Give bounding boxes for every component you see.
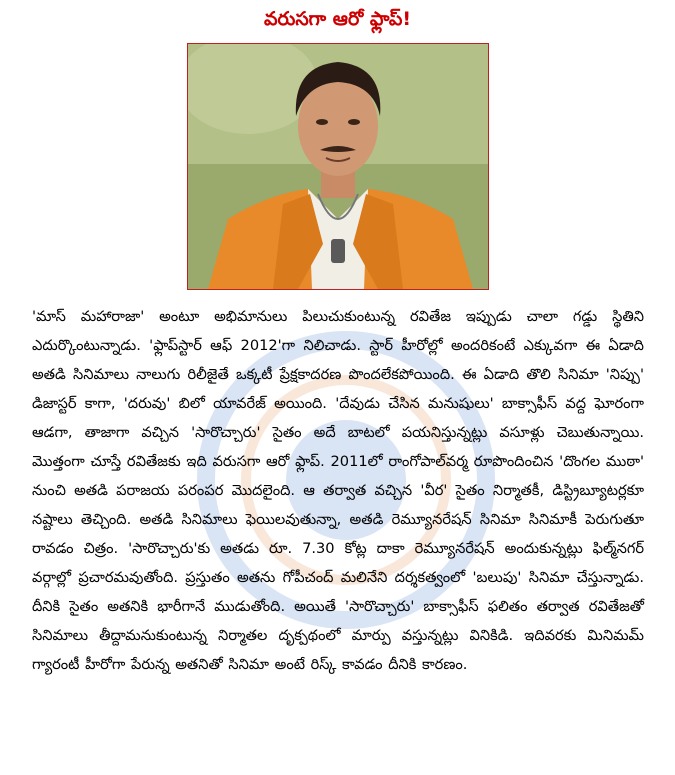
headline: వరుసగా ఆరో ఫ్లాప్! (263, 8, 411, 30)
article-photo (187, 43, 489, 290)
article-text: 'మాస్ మహారాజా' అంటూ అభిమానులు పిలుచుకుంటున్న రవితేజ ఇప్పుడు చాలా గడ్డు స్థితిని ఎదుర్కొంటున్నాడు. 'ఫ్లాప్‌స్టార్ ఆఫ్ 2012'గా నిలిచాడు. స్టార్ హీరోల్లో అందరికంటే ఎక్కువగా ఈ ఏడాది అతడి సినిమాలు నాలుగు రిలీజైతే ఒక్కటీ ప్రేక్షకాదరణ పొందలేకపోయింది. ఈ ఏడాది తొలి సినిమా 'నిప్పు' డిజాస్టర్ కాగా, 'దరువు' బిలో యావరేజ్ అయింది. 'దేవుడు చేసిన మనుషులు' బాక్సాఫీస్ వద్ద ఘోరంగా ఆడగా, తాజాగా వచ్చిన 'సారొచ్చారు' సైతం అదే బాటలో పయనిస్తున్నట్లు వసూళ్లు చెబుతున్నాయి. మొత్తంగా చూస్తే రవితేజకు ఇది వరుసగా ఆరో ఫ్లాప్. 2011లో రాంగోపాల్‌వర్మ రూపొందించిన 'దొంగల ముఠా' నుంచి అతడి పరాజయ పరంపర మొదలైంది. ఆ తర్వాత వచ్చిన 'వీర' సైతం నిర్మాతకీ, డిస్ట్రిబ్యూటర్లకూ నష్టాలు తెచ్చింది. అతడి సినిమాలు ఫెయిలవుతున్నా, అతడి రెమ్యూనరేషన్ సినిమా సినిమాకీ పెరుగుతూ రావడం చిత్రం. 'సారొచ్చారు'కు అతడు రూ. 7.30 కోట్ల దాకా రెమ్యూనరేషన్ అందుకున్నట్లు ఫిల్మ్‌నగర్ వర్గాల్లో ప్రచారమవుతోంది. ప్రస్తుతం అతను గోపీచంద్ మలినేని దర్శకత్వంలో 'బలుపు' సినిమా చేస్తున్నాడు. దీనికి సైతం అతనికి భారీగానే ముడుతోంది. అయితే 'సారొచ్చారు' బాక్సాఫీస్ ఫలితం తర్వాత రవితేజతో సినిమాలు తీద్దామనుకుంటున్న నిర్మాతల దృక్పథంలో మార్పు వస్తున్నట్లు వినికిడి. ఇదివరకు మినిమమ్ గ్యారంటీ హీరోగా పేరున్న అతనితో సినిమా అంటే రిస్క్ కావడం దీనికి కారణం. (32, 308, 644, 673)
portrait-icon (188, 44, 488, 289)
article-body (32, 302, 644, 679)
